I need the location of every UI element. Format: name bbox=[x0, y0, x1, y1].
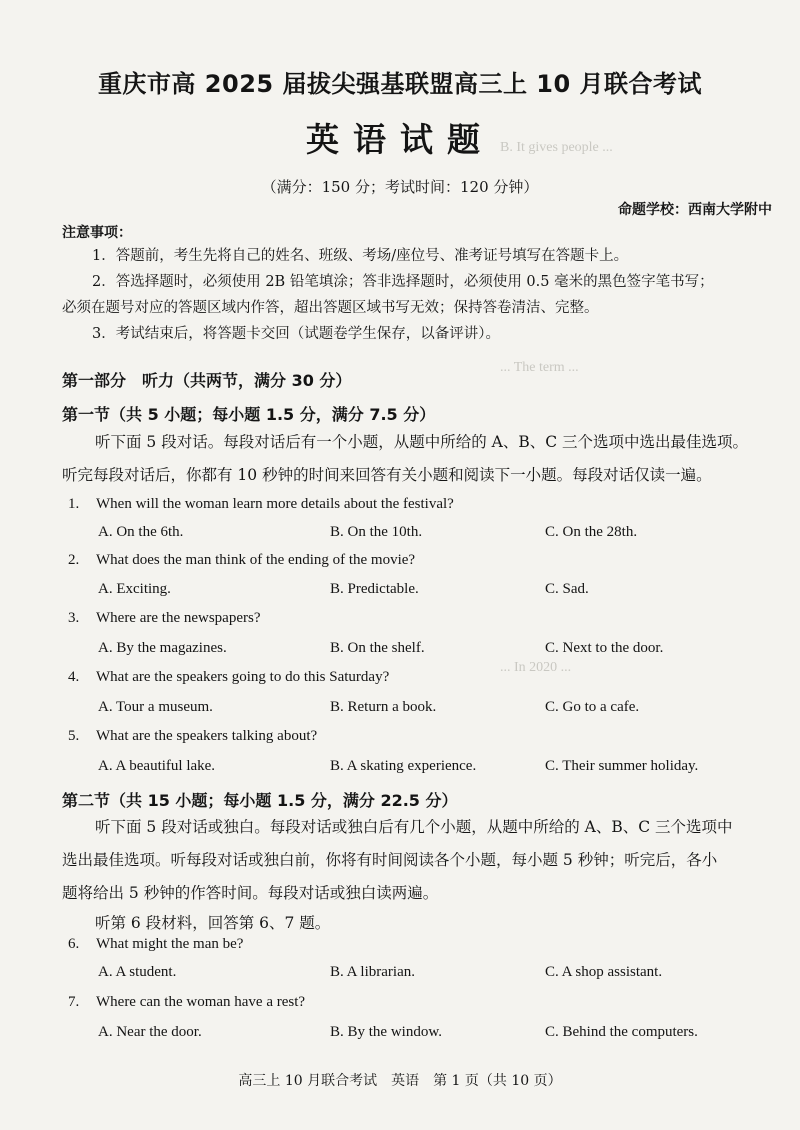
section2-material: 听第 6 段材料，回答第 6、7 题。 bbox=[95, 914, 331, 932]
option-b: B. By the window. bbox=[330, 1024, 442, 1040]
bleed-through: B. It gives people ... bbox=[500, 140, 613, 155]
note-item: 2．答选择题时，必须使用 2B 铅笔填涂；答非选择题时，必须使用 0.5 毫米的黑色签字笔书写； bbox=[92, 274, 714, 290]
option-b: B. A skating experience. bbox=[330, 758, 477, 774]
question: 2. What does the man think of the ending of the movie? bbox=[68, 552, 416, 568]
bleed-through: ... In 2020 ... bbox=[500, 660, 572, 675]
option-a: A. Tour a museum. bbox=[98, 699, 213, 715]
option-c: C. Behind the computers. bbox=[545, 1024, 698, 1040]
question: 4. What are the speakers going to do this Saturday? bbox=[68, 669, 390, 685]
section2-instructions: 题将给出 5 秒钟的作答时间。每段对话或独白读两遍。 bbox=[62, 884, 439, 902]
question: 6. What might the man be? bbox=[68, 936, 244, 952]
option-b: B. On the shelf. bbox=[330, 640, 425, 656]
bleed-through: ... The term ... bbox=[500, 360, 579, 375]
exam-meta: （满分：150 分；考试时间：120 分钟） bbox=[261, 178, 539, 196]
section2-instructions: 听下面 5 段对话或独白。每段对话或独白后有几个小题，从题中所给的 A、B、C 三个选项中 bbox=[95, 818, 733, 836]
question: 3. Where are the newspapers? bbox=[68, 610, 261, 626]
note-item: 必须在题号对应的答题区域内作答，超出答题区域书写无效；保持答卷清洁、完整。 bbox=[62, 300, 599, 316]
question: 1. When will the woman learn more details about the festival? bbox=[68, 496, 454, 512]
exam-title: 重庆市高 2025 届拔尖强基联盟高三上 10 月联合考试 bbox=[97, 70, 703, 98]
option-c: C. Sad. bbox=[545, 581, 589, 597]
exam-school: 命题学校：西南大学附中 bbox=[618, 202, 772, 218]
option-c: C. Next to the door. bbox=[545, 640, 664, 656]
option-b: B. Predictable. bbox=[330, 581, 419, 597]
page-footer: 高三上 10 月联合考试 英语 第 1 页（共 10 页） bbox=[238, 1073, 562, 1089]
section1-heading: 第一节（共 5 小题；每小题 1.5 分，满分 7.5 分） bbox=[62, 405, 436, 424]
question: 7. Where can the woman have a rest? bbox=[68, 994, 306, 1010]
option-a: A. By the magazines. bbox=[98, 640, 227, 656]
option-a: A. On the 6th. bbox=[98, 524, 184, 540]
section2-heading: 第二节（共 15 小题；每小题 1.5 分，满分 22.5 分） bbox=[62, 791, 458, 810]
option-a: A. Near the door. bbox=[98, 1024, 202, 1040]
option-c: C. Go to a cafe. bbox=[545, 699, 640, 715]
section2-instructions: 选出最佳选项。听每段对话或独白前，你将有时间阅读各个小题，每小题 5 秒钟；听完后，各小 bbox=[62, 851, 718, 869]
part1-heading: 第一部分 听力（共两节，满分 30 分） bbox=[62, 371, 352, 390]
exam-subject: 英语试题 bbox=[306, 120, 494, 159]
notes-heading: 注意事项： bbox=[62, 225, 132, 241]
option-b: B. On the 10th. bbox=[330, 524, 423, 540]
option-a: A. A beautiful lake. bbox=[98, 758, 216, 774]
note-item: 1．答题前，考生先将自己的姓名、班级、考场/座位号、准考证号填写在答题卡上。 bbox=[92, 248, 629, 264]
option-c: C. A shop assistant. bbox=[545, 964, 663, 980]
option-a: A. A student. bbox=[98, 964, 177, 980]
note-item: 3．考试结束后，将答题卡交回（试题卷学生保存，以备评讲）。 bbox=[92, 326, 500, 342]
option-c: C. Their summer holiday. bbox=[545, 758, 699, 774]
question: 5. What are the speakers talking about? bbox=[68, 728, 318, 744]
option-b: B. Return a book. bbox=[330, 699, 437, 715]
option-b: B. A librarian. bbox=[330, 964, 415, 980]
section1-instructions: 听完每段对话后，你都有 10 秒钟的时间来回答有关小题和阅读下一小题。每段对话仅读一遍。 bbox=[62, 466, 712, 484]
option-a: A. Exciting. bbox=[98, 581, 171, 597]
section1-instructions: 听下面 5 段对话。每段对话后有一个小题，从题中所给的 A、B、C 三个选项中选出最佳选项。 bbox=[95, 433, 749, 451]
option-c: C. On the 28th. bbox=[545, 524, 638, 540]
